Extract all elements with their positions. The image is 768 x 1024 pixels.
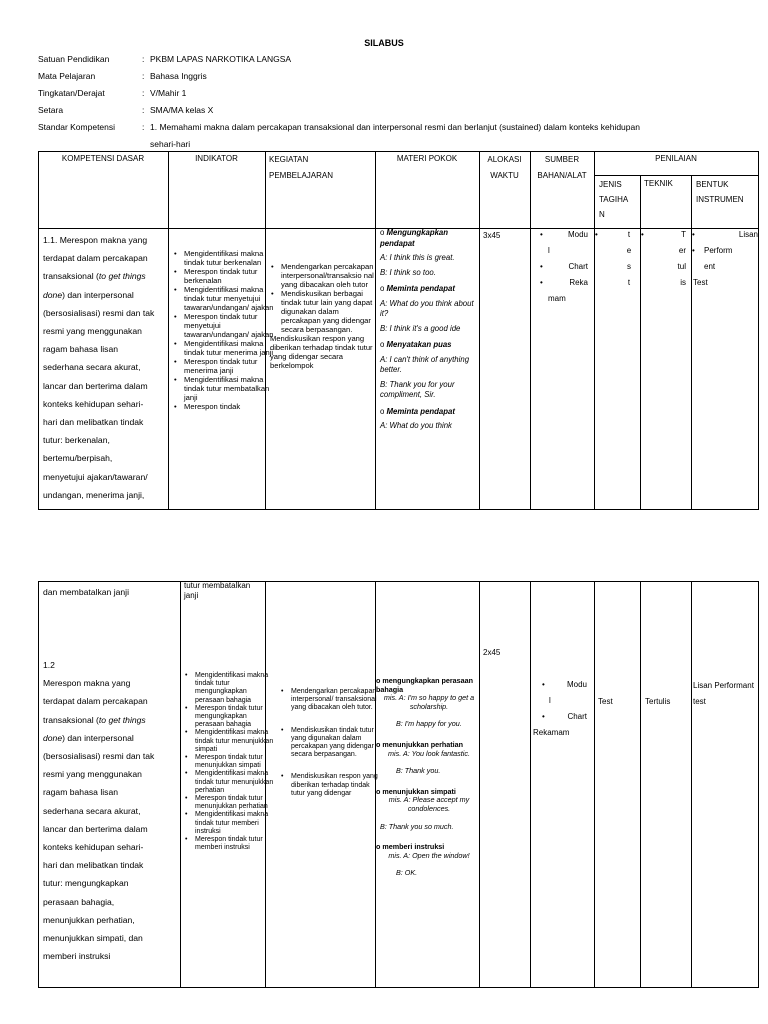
kd-line: tutur: berkenalan, [43,435,110,446]
header-jenis-line-1: JENIS [599,180,622,189]
kd-line: transaksional (to get things [43,271,146,282]
header-sumber-line-1: SUMBER [544,155,580,164]
kegiatan-item: • Mendiskusikan berbagai tindak tutur lain yang dapat digunakan dalam percakapan yang didengar secara berpasangan. [281,289,374,334]
bullet-o-icon: o [380,228,387,237]
materi-heading [380,284,478,295]
bullet-icon: • [692,246,695,255]
kd-line: hari dan melibatkan tindak [43,417,144,428]
header-sumber-line-2: BAHAN/ALAT [537,171,587,180]
meta-label: Tingkatan/Derajat [38,88,105,98]
materi-example-a: mis. A: Please accept my condolences. [388,795,470,813]
kegiatan-item: • Mendiskusikan tindak tutur yang digunakan dalam percakapan yang didengar secara berpasangan. [291,727,383,760]
indikator-item: • Merespon tindak tutur menerima janji [184,357,274,375]
kd-line: menunjukkan perhatian, [43,914,135,925]
jenis-char: s [627,262,631,271]
kegiatan-item: • Mendengarkan percakapan interpersonal/ transaksional yang dibacakan oleh tutor. [291,688,383,713]
bullet-o-icon: o [380,340,387,349]
materi-example-a: mis. A: Open the window! [388,850,470,860]
meta-row [38,102,640,119]
materi-pokok-1 [380,228,478,432]
jenis-char: t [627,230,631,239]
sumber-1-modul-cont: l [548,246,550,255]
kegiatan-item: • Mendengarkan percakapan interpersonal/transaksio nal yang dibacakan oleh tutor [281,262,374,289]
materi-example: A: I think this is great. [380,253,455,262]
meta-value: V/Mahir 1 [150,88,187,98]
kd-line: lancar dan berterima dalam [43,380,148,391]
sumber-2-chart: • Chart [533,709,593,725]
header-jenis-line-3: N [599,210,605,219]
kompetensi-dasar-1-1 [43,231,167,509]
materi-pokok-2 [376,677,478,878]
bullet-icon: • [542,680,545,689]
materi-example: A: What do you think [380,421,452,430]
kd-line: ragam bahasa lisan [43,344,119,355]
header-teknik: TEKNIK [644,179,673,188]
header-jenis-line-2: TAGIHA [599,195,629,204]
bullet-o-icon: o [380,406,387,416]
indikator-item: • Mengidentifikasi makna tindak tutur menunjukkan perhatian [195,770,275,795]
kd-line: done) dan interpersonal [43,732,134,743]
indikator-item: • Merespon tindak [184,402,274,411]
meta-row [38,51,640,68]
materi-heading-text: menunjukkan perhatian [382,739,464,749]
bullet-o-icon: o [380,284,387,293]
kd-line: ragam bahasa lisan [43,787,119,798]
meta-colon: : [142,88,145,98]
kd-line: konteks kehidupan sehari- [43,398,144,409]
meta-row [38,85,640,102]
sumber-1-rekam: • Reka [540,275,590,291]
materi-example-a: mis. A: You look fantastic. [388,748,470,758]
kd-line: 1.1. Merespon makna yang [43,235,148,245]
sumber-1-rekam-cont: mam [548,294,566,303]
jenis-tagihan-2: Test [598,697,613,706]
header-indikator: INDIKATOR [195,154,238,163]
indikator-item: • Mengidentifikasi makna tindak tutur berkenalan [184,249,274,267]
kegiatan-item: • Mendiskusikan respon yang diberikan terhadap tindak tutur yang didengar [291,773,383,798]
sumber-2-modul-cont: l [549,696,551,705]
materi-example-b: B: Thank you so much. [380,821,454,831]
bullet-o-icon: o [376,842,383,852]
jenis-tagihan-1 [595,227,639,291]
kegiatan-list-2 [280,688,383,812]
indikator-item: • Mengidentifikasi makna tindak tutur menerima janji [184,339,274,357]
kd-line: hari dan melibatkan tindak [43,860,144,871]
meta-label: Setara [38,105,64,115]
alokasi-1: 3x45 [483,231,501,240]
indikator-item: • Merespon tindak tutur mengungkapkan perasaan bahagia [195,705,275,730]
meta-label: Standar Kompetensi [38,122,116,132]
header-sumber [530,152,594,184]
kd-line: terdapat dalam percakapan [43,696,148,707]
bullet-o-icon: o [376,786,383,796]
kd-line: menyetujui ajakan/tawaran/ [43,471,148,482]
materi-example: B: I think it's a good ide [380,323,461,333]
bullet-icon: • [540,262,543,271]
bullet-o-icon: o [376,739,383,749]
sumber-1-chart: • Chart [540,259,590,275]
meta-colon: : [142,54,145,64]
bullet-icon: • [540,278,543,287]
teknik-1 [641,227,690,291]
materi-heading [380,228,478,249]
meta-value: Bahasa Inggris [150,71,207,81]
materi-example-b: B: I'm happy for you. [396,719,462,729]
meta-value: sehari-hari [150,139,191,149]
bullet-icon: • [542,712,545,721]
kd-line: transaksional (to get things [43,714,146,725]
indikator-item: • Merespon tindak tutur memberi instruksi [195,836,275,852]
meta-value: SMA/MA kelas X [150,105,214,115]
indikator-list-1 [173,249,274,499]
sumber-2-rekamam: Rekamam [533,728,570,737]
header-materi-pokok: MATERI POKOK [396,154,458,163]
indikator-list-2 [184,672,275,852]
meta-value: PKBM LAPAS NARKOTIKA LANGSA [150,54,292,64]
jenis-char: e [626,246,632,255]
kd-line: sederhana secara akurat, [43,805,141,816]
indikator-item: • Merespon tindak tutur berkenalan [184,267,274,285]
materi-heading-text: Menyatakan puas [386,340,452,349]
materi-example: B: I think so too. [380,267,436,277]
materi-example: A: I can't think of anything better. [380,354,470,374]
indikator-item: • Mengidentifikasi makna tindak tutur menyetujui tawaran/undangan/ ajakan [184,285,274,312]
teknik-part: er [678,246,686,255]
materi-heading-text: menunjukkan simpati [382,786,456,796]
materi-heading [380,407,478,418]
meta-row [38,68,640,85]
sumber-1 [540,227,590,307]
sumber-1-modul: • Modu [540,227,590,243]
teknik-part: T [681,230,686,239]
jenis-char: t [627,278,631,287]
materi-example: A: What do you think about it? [380,298,474,318]
kd-line: konteks kehidupan sehari- [43,842,144,853]
materi-heading-text: memberi instruksi [382,842,445,852]
kompetensi-dasar-1-2 [43,656,179,965]
materi-example-b: B: Thank you. [396,766,441,776]
kd-line: done) dan interpersonal [43,289,134,300]
kegiatan-list-1 [270,262,374,334]
kd-line: resmi yang menggunakan [43,769,142,780]
bullet-icon: • [595,230,598,239]
header-alokasi-line-1: ALOKASI [487,155,522,164]
kd-line: sederhana secara akurat, [43,362,141,373]
materi-heading-text: mengungkapkan perasaan bahagia [376,676,474,694]
kd-line: lancar dan berterima dalam [43,823,148,834]
kd-line: resmi yang menggunakan [43,326,142,337]
document-title: SILABUS [364,38,404,48]
indikator-cont: tutur membatalkan janji [184,581,251,600]
teknik-2: Tertulis [645,697,671,706]
header-penilaian: PENILAIAN [655,154,697,163]
kegiatan-block-1 [270,262,374,370]
materi-heading-text: Meminta pendapat [386,284,455,293]
bullet-o-icon: o [376,676,383,685]
indikator-item: • Mengidentifikasi makna tindak tutur memberi instruksi [195,811,275,836]
sumber-2-modul: • Modu [533,677,593,693]
kd-line: terdapat dalam percakapan [43,253,148,264]
meta-colon: : [142,122,145,132]
sumber-2 [533,677,593,741]
indikator-item: • Mengidentifikasi makna tindak tutur membatalkan janji [184,375,274,402]
indikator-item: • Mengidentifikasi makna tindak tutur menunjukkan simpati [195,729,275,754]
meta-label: Mata Pelajaran [38,71,96,81]
header-kegiatan-line-2: PEMBELAJARAN [269,171,334,180]
header-alokasi-waktu [479,152,530,184]
materi-heading [376,677,478,694]
header-kegiatan [269,152,333,184]
bullet-icon: • [540,230,543,239]
materi-example: B: Thank you for your compliment, Sir. [380,379,455,399]
header-alokasi-line-2: WAKTU [490,171,519,180]
header-bentuk-line-2: INSTRUMEN [696,195,744,204]
header-bentuk-instrumen [696,177,744,207]
header-bentuk-line-1: BENTUK [696,180,729,189]
meta-block [38,51,640,153]
indikator-item: • Merespon tindak tutur menunjukkan perhatian [195,795,275,811]
kd-line: memberi instruksi [43,951,111,962]
kd-line: undangan, menerima janji, [43,489,145,500]
materi-example-a: mis. A: I'm so happy to get a scholarship. [383,693,475,711]
bullet-icon: • [692,230,695,239]
kd-line: (bersosialisasi) resmi dan tak [43,307,155,318]
header-jenis-tagihan [599,177,628,222]
header-kompetensi-dasar: KOMPETENSI DASAR [61,154,145,163]
alokasi-2: 2x45 [483,648,501,657]
kd-line: tutur: mengungkapkan [43,878,129,889]
teknik-part: tul [677,262,686,271]
teknik-part: is [680,278,686,287]
meta-colon: : [142,105,145,115]
bentuk-instrumen-2: Lisan Performant test [693,681,754,706]
meta-value: 1. Memahami makna dalam percakapan transaksional dan interpersonal resmi dan berlanjut (sustained) dalam konteks kehidupan [150,122,640,132]
meta-colon: : [142,71,145,81]
indikator-item: • Merespon tindak tutur menunjukkan simpati [195,754,275,770]
indikator-item: • Merespon tindak tutur menyetujui tawaran/undangan/ ajakan [184,312,274,339]
materi-heading-text: Mengungkapkan pendapat [380,228,449,248]
indikator-item: • Mengidentifikasi makna tindak tutur mengungkapkan perasaan bahagia [195,672,275,705]
materi-heading [380,340,478,351]
header-kegiatan-line-1: KEGIATAN [269,155,309,164]
meta-row [38,119,640,136]
kd-line: 1.2 [43,660,55,670]
kd-line: (bersosialisasi) resmi dan tak [43,751,155,762]
kd-line: perasaan bahagia, [43,896,115,907]
meta-label: Satuan Pendidikan [38,54,110,64]
kd-line: menunjukkan simpati, dan [43,933,143,944]
kegiatan-tail-1: Mendiskusikan respon yang diberikan terhadap tindak tutur yang didengar secara berkelompok [270,334,373,370]
bullet-icon: • [641,230,644,239]
materi-heading-text: Meminta pendapat [386,406,455,416]
kompetensi-dasar-1-1-cont: dan membatalkan janji [43,587,129,597]
materi-example-b: B: OK. [396,868,418,878]
kd-line: bertemu/berpisah, [43,453,113,464]
kd-line: Merespon makna yang [43,678,131,689]
